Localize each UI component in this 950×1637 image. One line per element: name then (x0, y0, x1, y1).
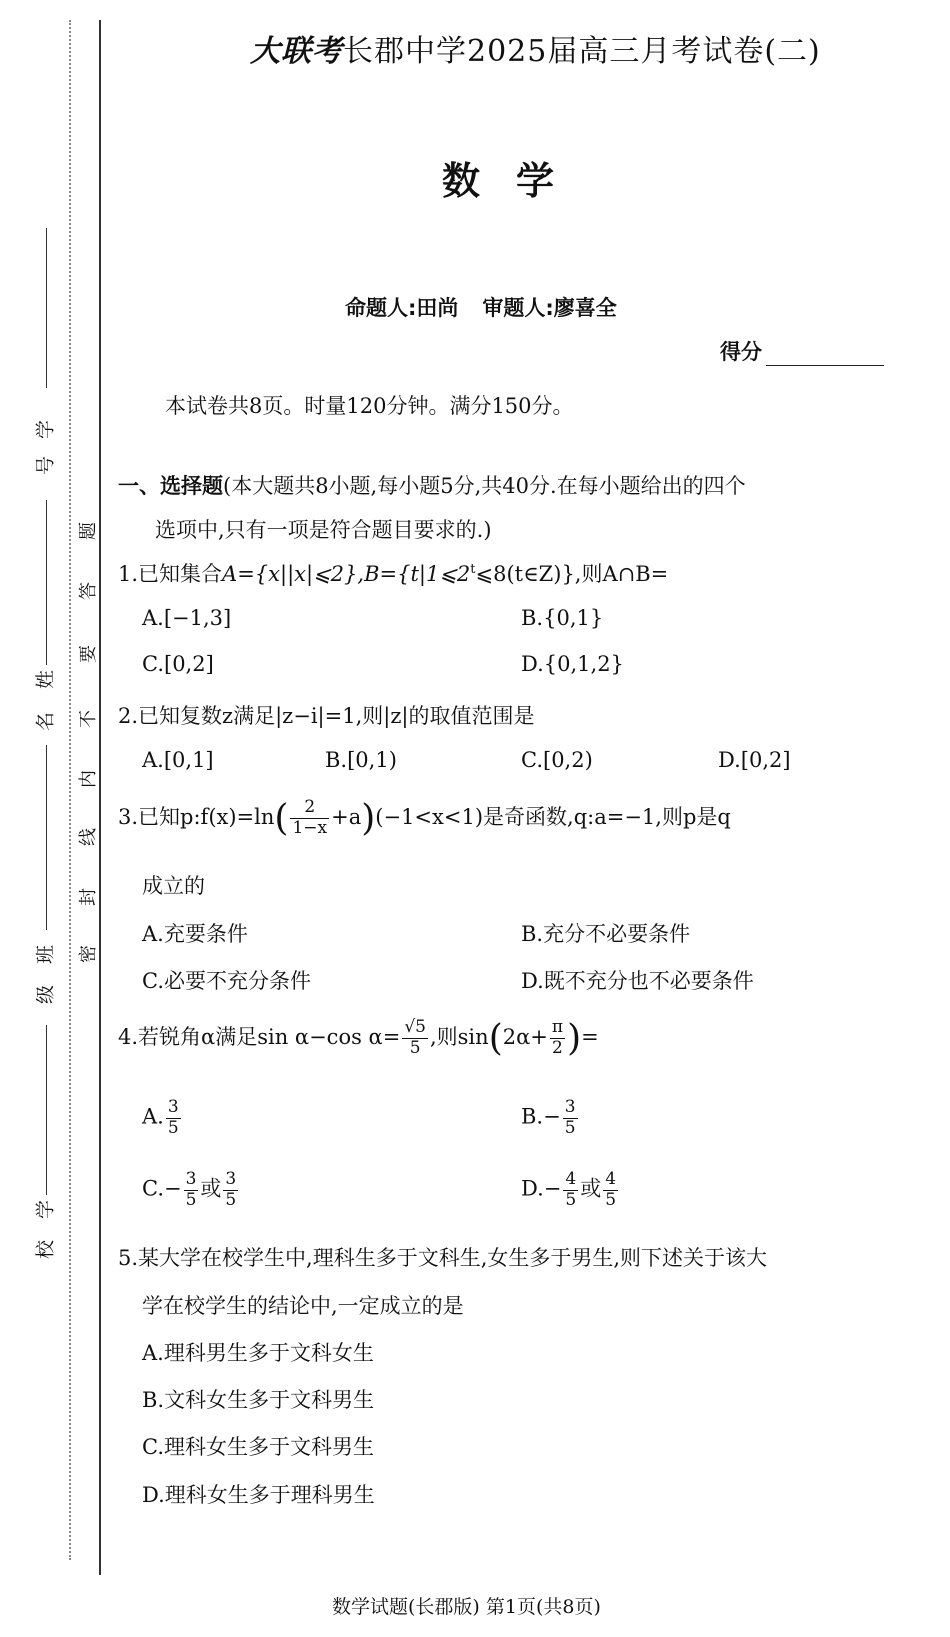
q2-option-d[interactable]: D.[0,2] (718, 748, 791, 772)
seal-char-yao: 要 (78, 645, 99, 663)
field-line-xingming (46, 500, 47, 665)
q5-option-c[interactable]: C.理科女生多于文科男生 (142, 1435, 374, 1459)
field-label-xuexiao-1: 学 (34, 1200, 57, 1220)
q1-option-d[interactable]: D.{0,1,2} (521, 652, 624, 676)
question-2-stem: 2.已知复数z满足|z−i|=1,则|z|的取值范围是 (118, 704, 535, 728)
q5-option-d[interactable]: D.理科女生多于理科男生 (142, 1483, 375, 1507)
q4-text-c: = (581, 1025, 599, 1049)
field-label-banji-2: 级 (34, 985, 57, 1005)
q4-c-den1: 5 (185, 1189, 197, 1210)
q3-text-a: 3.已知p:f(x)=ln (118, 805, 275, 829)
q4-d-or: 或 (580, 1176, 602, 1201)
field-label-banji-1: 班 (34, 945, 57, 965)
seal-char-da: 答 (78, 582, 99, 600)
cut-line-dotted (69, 20, 71, 1560)
q1-option-a[interactable]: A.[−1,3] (142, 606, 232, 630)
q4-d-den2: 5 (605, 1189, 617, 1210)
field-label-xingming-1: 姓 (34, 670, 57, 690)
section-title: 一、选择题 (118, 474, 223, 498)
setter: 命题人:田尚 (345, 296, 459, 320)
q4-frac-den: 5 (409, 1038, 421, 1058)
question-3-stem (118, 798, 731, 839)
binding-line (99, 20, 101, 1575)
reviewer: 审题人:廖喜全 (482, 296, 617, 320)
q4-c-num1: 3 (185, 1169, 197, 1189)
seal-char-nei: 内 (78, 770, 99, 788)
q1-text-a: 1.已知集合 (118, 562, 223, 586)
q3-paren-close: ) (361, 798, 376, 839)
q1-sup: t (470, 562, 476, 577)
seal-char-feng: 封 (78, 888, 99, 906)
field-line-banji (46, 745, 47, 930)
q4-pi-fraction (550, 1018, 565, 1058)
field-label-xuexiao-2: 校 (34, 1240, 57, 1260)
question-1-stem (118, 558, 668, 588)
field-line-xuehao (46, 228, 47, 388)
q4-option-d[interactable] (521, 1170, 620, 1210)
q4-a-label: A. (142, 1104, 164, 1129)
q5-option-b[interactable]: B.文科女生多于文科男生 (142, 1388, 375, 1412)
section-instructions-1: (本大题共8小题,每小题5分,共40分.在每小题给出的四个 (223, 474, 746, 498)
q4-c-den2: 5 (225, 1189, 237, 1210)
q4-d-label: D.− (521, 1176, 562, 1201)
page-footer: 数学试题(长郡版) 第1页(共8页) (332, 1596, 601, 1618)
q4-c-label: C.− (142, 1176, 182, 1201)
question-5-stem-line2: 学在校学生的结论中,一定成立的是 (142, 1294, 464, 1318)
q5-option-a[interactable]: A.理科男生多于文科女生 (142, 1341, 374, 1365)
q3-frac-num: 2 (290, 798, 329, 819)
q3-option-c[interactable]: C.必要不充分条件 (142, 969, 311, 993)
q1-option-b[interactable]: B.{0,1} (521, 606, 604, 630)
q4-frac-num: √5 (404, 1017, 426, 1038)
q3-option-d[interactable]: D.既不充分也不必要条件 (521, 969, 754, 993)
section-instructions-2: 选项中,只有一项是符合题目要求的.) (155, 518, 492, 542)
seal-char-mi: 密 (78, 945, 99, 963)
exam-header (250, 26, 821, 70)
q4-text-a: 4.若锐角α满足sin α−cos α= (118, 1025, 401, 1049)
q4-option-b[interactable] (521, 1098, 580, 1138)
brand-name: 大联考 (250, 34, 343, 69)
q4-a-den: 5 (167, 1117, 179, 1138)
q4-pi-den: 2 (552, 1038, 563, 1058)
q2-option-b[interactable]: B.[0,1) (325, 748, 397, 772)
q4-option-c[interactable] (142, 1170, 240, 1210)
score-blank[interactable] (766, 343, 884, 366)
section-header (118, 464, 898, 552)
q4-paren-open: ( (488, 1018, 503, 1059)
exam-intro: 本试卷共8页。时量120分钟。满分150分。 (165, 394, 574, 418)
q3-frac-den: 1−x (292, 818, 328, 838)
q4-option-a[interactable] (142, 1098, 183, 1138)
q4-pi-num: π (551, 1017, 564, 1038)
seal-char-xian: 线 (78, 828, 99, 846)
authors (345, 292, 617, 322)
q1-option-c[interactable]: C.[0,2] (142, 652, 214, 676)
q3-option-a[interactable]: A.充要条件 (142, 922, 248, 946)
q2-option-a[interactable]: A.[0,1] (142, 748, 214, 772)
q4-c-num2: 3 (225, 1169, 237, 1189)
q4-inner: 2α+ (502, 1025, 548, 1049)
q4-b-label: B.− (521, 1104, 561, 1129)
question-3-stem-line2: 成立的 (142, 874, 205, 898)
field-label-xuehao-2: 号 (34, 456, 57, 476)
score-field (720, 336, 884, 366)
question-4-stem (118, 1018, 599, 1059)
q4-b-den: 5 (564, 1117, 576, 1138)
q3-option-b[interactable]: B.充分不必要条件 (521, 922, 691, 946)
field-label-xuehao-1: 学 (34, 420, 57, 440)
q4-d-den1: 5 (565, 1189, 577, 1210)
q4-a-num: 3 (167, 1097, 179, 1117)
score-label: 得分 (720, 340, 762, 364)
q4-d-num2: 4 (605, 1169, 617, 1189)
q1-text-b: A={x||x|⩽2},B={t|1⩽2 (222, 562, 471, 586)
q3-paren-open: ( (274, 798, 289, 839)
q4-d-num1: 4 (565, 1169, 577, 1189)
field-line-xuexiao (46, 1025, 47, 1195)
subject-title: 数学 (442, 159, 591, 203)
q4-c-or: 或 (200, 1176, 222, 1201)
q4-fraction (402, 1018, 428, 1058)
field-label-xingming-2: 名 (34, 712, 57, 732)
q3-fraction (290, 798, 329, 838)
q3-text-b: +a (331, 805, 362, 829)
q4-text-b: ,则sin (429, 1025, 489, 1049)
seal-char-ti: 题 (78, 522, 99, 540)
q4-b-num: 3 (564, 1097, 576, 1117)
seal-char-bu: 不 (78, 710, 99, 728)
q3-text-c: (−1<x<1)是奇函数,q:a=−1,则p是q (375, 805, 731, 829)
exam-title: 长郡中学2025届高三月考试卷(二) (343, 34, 821, 69)
q1-text-c: ⩽8(t∈Z)},则A∩B= (475, 562, 669, 586)
q2-option-c[interactable]: C.[0,2) (521, 748, 593, 772)
question-5-stem: 5.某大学在校学生中,理科生多于文科生,女生多于男生,则下述关于该大 (118, 1246, 768, 1270)
q4-paren-close: ) (567, 1018, 582, 1059)
